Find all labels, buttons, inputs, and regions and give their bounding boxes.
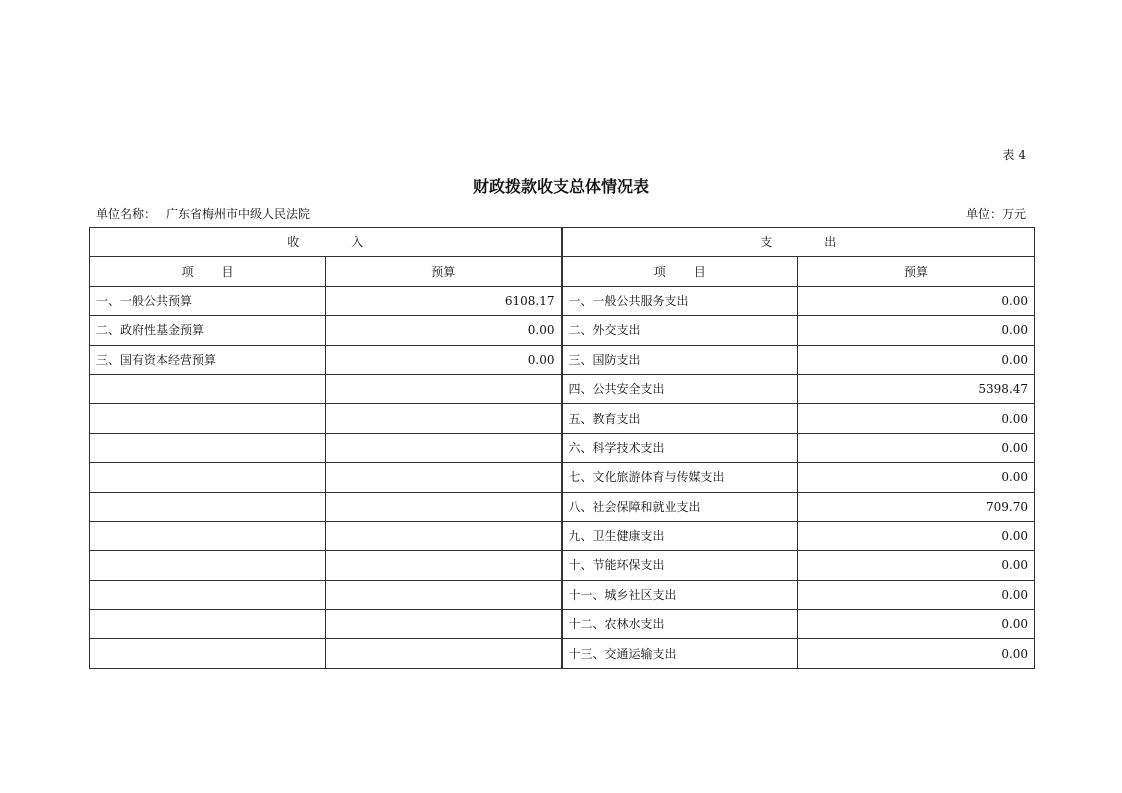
table-number: 表 4: [1002, 148, 1026, 162]
expense-budget-cell: 0.00: [798, 404, 1035, 433]
income-budget-cell: [326, 639, 562, 668]
currency-unit: 单位：万元: [965, 207, 1026, 221]
income-budget-cell: [326, 521, 562, 550]
table-row: [90, 610, 1035, 639]
income-budget-cell: 6108.17: [326, 286, 562, 315]
expense-item-cell: 五、教育支出: [562, 404, 798, 433]
income-budget-cell: [326, 580, 562, 609]
income-group-label: 收入: [287, 235, 416, 250]
expense-item-cell: 十、节能环保支出: [562, 551, 798, 580]
income-item-cell: 三、国有资本经营预算: [90, 345, 326, 374]
income-group-header: [90, 228, 562, 257]
table-row: [90, 404, 1035, 433]
table-row: [90, 286, 1035, 315]
income-budget-cell: 0.00: [326, 316, 562, 345]
expense-budget-cell: 0.00: [798, 639, 1035, 668]
income-item-cell: [90, 610, 326, 639]
expense-budget-cell: 5398.47: [798, 374, 1035, 403]
income-item-cell: [90, 639, 326, 668]
table-row: [90, 316, 1035, 345]
income-item-cell: 一、一般公共预算: [90, 286, 326, 315]
table-row: [90, 521, 1035, 550]
income-item-cell: [90, 551, 326, 580]
expense-item-cell: 七、文化旅游体育与传媒支出: [562, 463, 798, 492]
income-item-cell: [90, 404, 326, 433]
group-header-row: [90, 228, 1035, 257]
income-item-header: [90, 257, 326, 286]
income-budget-cell: [326, 433, 562, 462]
unit-name-line: [96, 205, 310, 222]
expense-item-header: [562, 257, 798, 286]
unit-name-value: 广东省梅州市中级人民法院: [166, 207, 311, 221]
expense-budget-header: 预算: [798, 257, 1035, 286]
income-budget-cell: [326, 492, 562, 521]
expense-budget-cell: 0.00: [798, 463, 1035, 492]
column-header-row: [90, 257, 1035, 286]
expense-item-cell: 四、公共安全支出: [562, 374, 798, 403]
expense-budget-cell: 0.00: [798, 521, 1035, 550]
table-row: [90, 433, 1035, 462]
expense-budget-cell: 0.00: [798, 580, 1035, 609]
expense-group-label: 支出: [760, 235, 889, 250]
page-title: 财政拨款收支总体情况表: [472, 177, 649, 196]
income-item-cell: [90, 580, 326, 609]
income-budget-cell: [326, 610, 562, 639]
expense-item-cell: 二、外交支出: [562, 316, 798, 345]
expense-budget-cell: 0.00: [798, 551, 1035, 580]
expense-item-cell: 八、社会保障和就业支出: [562, 492, 798, 521]
expense-budget-cell: 0.00: [798, 286, 1035, 315]
expense-item-cell: 六、科学技术支出: [562, 433, 798, 462]
income-item-cell: [90, 521, 326, 550]
table-row: [90, 374, 1035, 403]
expense-item-cell: 十二、农林水支出: [562, 610, 798, 639]
expense-item-cell: 三、国防支出: [562, 345, 798, 374]
income-budget-cell: [326, 551, 562, 580]
expense-budget-cell: 0.00: [798, 610, 1035, 639]
expense-item-cell: 十三、交通运输支出: [562, 639, 798, 668]
expense-item-label: 项目: [653, 264, 734, 279]
income-budget-cell: [326, 404, 562, 433]
expense-budget-cell: 709.70: [798, 492, 1035, 521]
income-budget-header: 预算: [326, 257, 562, 286]
expense-budget-cell: 0.00: [798, 433, 1035, 462]
expense-group-header: [562, 228, 1035, 257]
income-item-cell: [90, 374, 326, 403]
income-item-label: 项目: [181, 264, 262, 279]
expense-budget-cell: 0.00: [798, 345, 1035, 374]
income-budget-cell: [326, 463, 562, 492]
unit-name-label: 单位名称：: [96, 207, 157, 221]
table-row: [90, 639, 1035, 668]
budget-table: [89, 227, 1035, 669]
budget-table-body: [90, 228, 1035, 669]
expense-item-cell: 十一、城乡社区支出: [562, 580, 798, 609]
income-budget-cell: 0.00: [326, 345, 562, 374]
expense-item-cell: 九、卫生健康支出: [562, 521, 798, 550]
income-item-cell: [90, 492, 326, 521]
table-row: [90, 580, 1035, 609]
table-row: [90, 345, 1035, 374]
income-item-cell: 二、政府性基金预算: [90, 316, 326, 345]
expense-budget-cell: 0.00: [798, 316, 1035, 345]
income-item-cell: [90, 433, 326, 462]
table-row: [90, 492, 1035, 521]
table-row: [90, 551, 1035, 580]
expense-item-cell: 一、一般公共服务支出: [562, 286, 798, 315]
income-budget-cell: [326, 374, 562, 403]
income-item-cell: [90, 463, 326, 492]
table-row: [90, 463, 1035, 492]
